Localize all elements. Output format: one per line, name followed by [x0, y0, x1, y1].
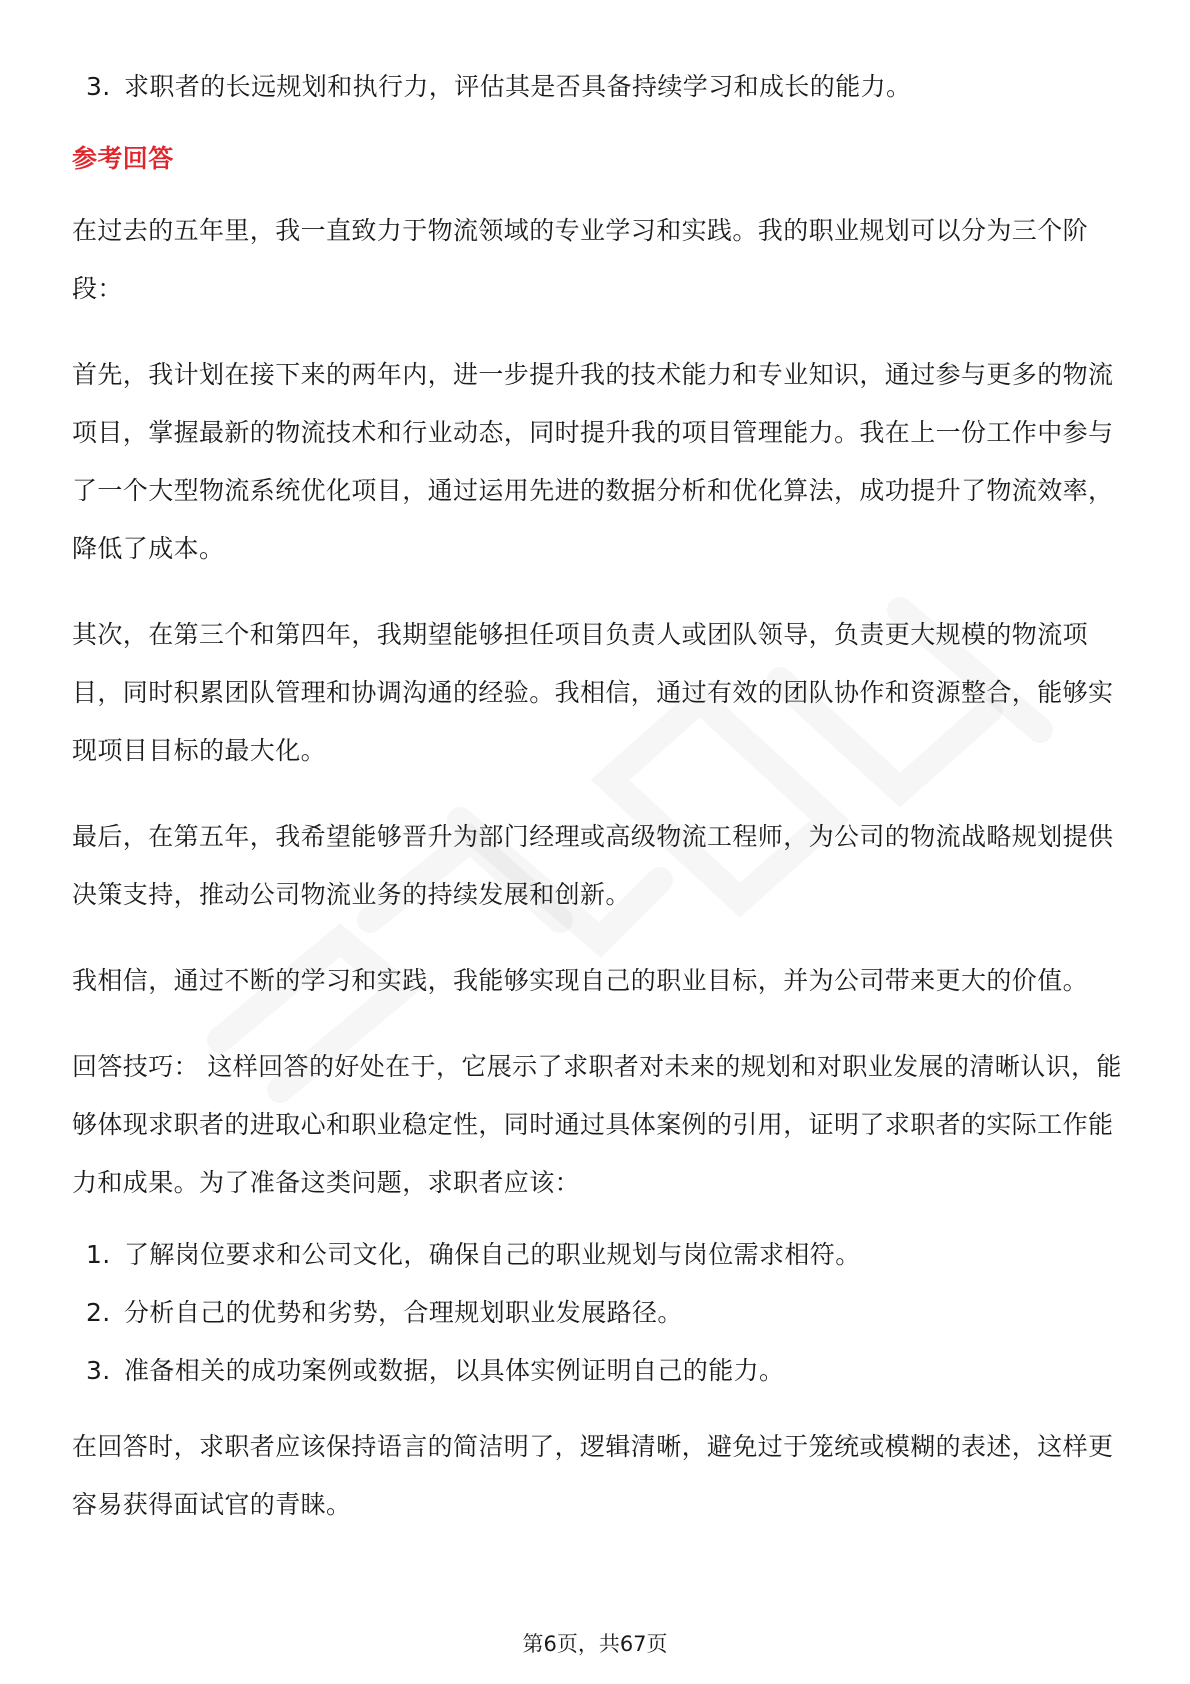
list-item-text: 求职者的长远规划和执行力，评估其是否具备持续学习和成长的能力。 — [124, 72, 912, 101]
page-footer: 第6页，共67页 — [522, 1632, 668, 1656]
list-item — [72, 1284, 1122, 1342]
list-item-number: 3. — [86, 72, 111, 101]
section-heading: 参考回答 — [72, 144, 174, 173]
list-item-number: 1. — [86, 1240, 111, 1269]
conclusion-paragraph: 我相信，通过不断的学习和实践，我能够实现自己的职业目标，并为公司带来更大的价值。 — [72, 966, 1089, 995]
main-content — [72, 58, 1122, 1562]
closing-paragraph: 在回答时，求职者应该保持语言的简洁明了，逻辑清晰，避免过于笼统或模糊的表述，这样更容易获得面试官的青睐。 — [72, 1432, 1114, 1519]
stage-one-paragraph: 首先，我计划在接下来的两年内，进一步提升我的技术能力和专业知识，通过参与更多的物流项目，掌握最新的物流技术和行业动态，同时提升我的项目管理能力。我在上一份工作中参与了一个大型物流系统优化项目，通过运用先进的数据分析和优化算法，成功提升了物流效率，降低了成本。 — [72, 360, 1114, 563]
list-item-number: 2. — [86, 1298, 111, 1327]
stage-three-paragraph: 最后，在第五年，我希望能够晋升为部门经理或高级物流工程师，为公司的物流战略规划提供决策支持，推动公司物流业务的持续发展和创新。 — [72, 822, 1114, 909]
list-item — [72, 1342, 1122, 1400]
tips-paragraph: 回答技巧： 这样回答的好处在于，它展示了求职者对未来的规划和对职业发展的清晰认识，能够体现求职者的进取心和职业稳定性，同时通过具体案例的引用，证明了求职者的实际工作能力和成果。为了准备这类问题，求职者应该： — [72, 1052, 1122, 1197]
intro-list — [72, 58, 1122, 116]
list-item-number: 3. — [86, 1356, 111, 1385]
list-item-text: 了解岗位要求和公司文化，确保自己的职业规划与岗位需求相符。 — [124, 1240, 861, 1269]
tips-list — [72, 1226, 1122, 1400]
stage-two-paragraph: 其次，在第三个和第四年，我期望能够担任项目负责人或团队领导，负责更大规模的物流项目，同时积累团队管理和协调沟通的经验。我相信，通过有效的团队协作和资源整合，能够实现项目目标的最大化。 — [72, 620, 1114, 765]
list-item-text: 分析自己的优势和劣势，合理规划职业发展路径。 — [124, 1298, 683, 1327]
list-item-text: 准备相关的成功案例或数据，以具体实例证明自己的能力。 — [124, 1356, 785, 1385]
list-item — [72, 1226, 1122, 1284]
answer-intro-paragraph: 在过去的五年里，我一直致力于物流领域的专业学习和实践。我的职业规划可以分为三个阶段： — [72, 216, 1089, 303]
list-item — [72, 58, 1122, 116]
